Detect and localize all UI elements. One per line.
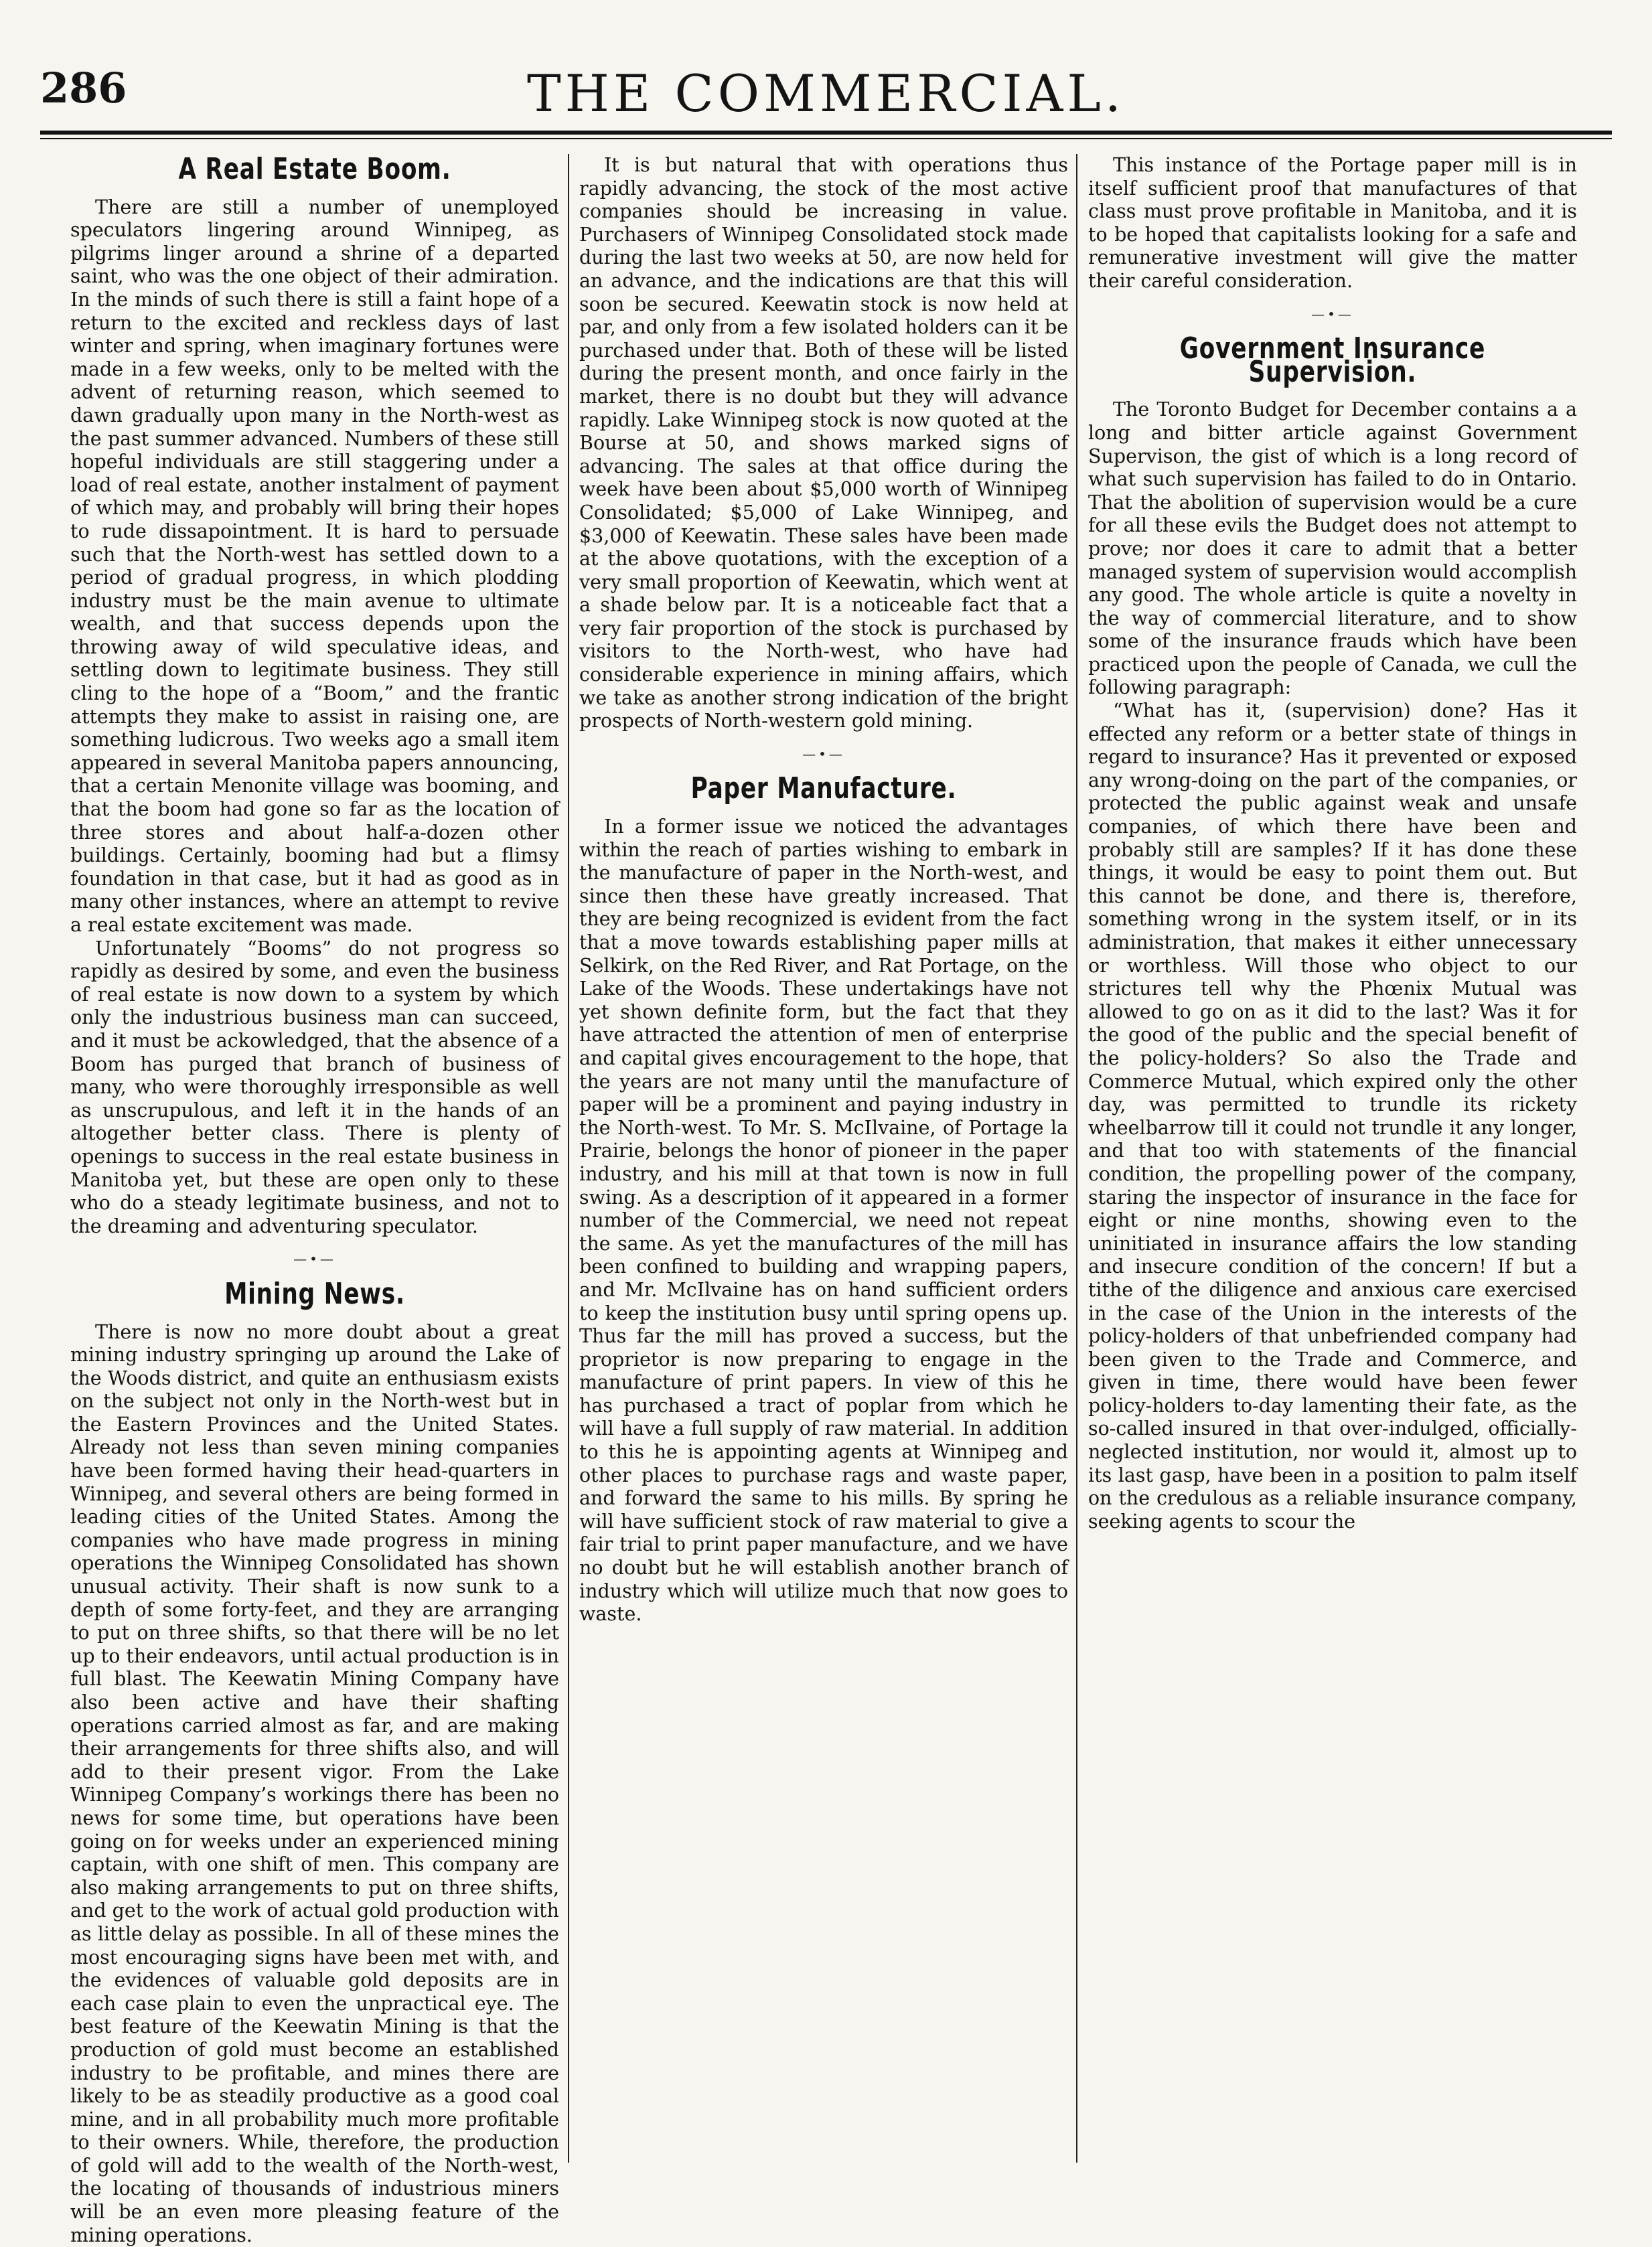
article-paragraph: It is but natural that with operations thus rapidly advancing, the stock of the most active companies should be increasing in value. Purchasers of Winnipeg Consolidated stock made during the last two weeks at 50, are now held for an advance, and the indications are that this will soon be secured. Keewatin stock is now held at par, and only from a few isolated holders can it be purchased under that. Both of these will be listed during the present month, and once fairly in the market, there is no doubt but they will advance rapidly. Lake Winnipeg stock is now quoted at the Bourse at 50, and shows marked signs of advancing. The sales at that office during the week have been about $5,000 worth of Winnipeg Consolidated; $5,000 of Lake Winnipeg, and $3,000 of Keewatin. These sales have been made at the above quotations, with the exception of a very small proportion of Keewatin, which went at a shade below par. It is a noticeable fact that a very fair proportion of the stock is purchased by visitors to the North-west, who have had considerable experience in mining affairs, which we take as another strong indication of the bright prospects of North-western gold mining. — [579, 154, 1068, 733]
column-2 — [579, 154, 1068, 2163]
column-1 — [70, 154, 559, 2163]
header-rule-thin — [40, 138, 1612, 139]
article-title-real-estate: A Real Estate Boom. — [124, 158, 505, 181]
section-ornament: —•— — [1088, 303, 1577, 326]
article-title-paper: Paper Manufacture. — [633, 777, 1014, 801]
article-paragraph: “What has it, (supervision) done? Has it effected any reform or a better state of things in regard to insurance? Has it prevented or exposed any wrong-doing on the part of the companies, or protected the public against weak and unsafe companies, of which there have been and probably still are samples? If it has done these things, it would be easy to point them out. But this cannot be done, and there is, therefore, something wrong in the system itself, or in its administration, that makes it either unnecessary or worthless. Will those who object to our strictures tell why the Phœnix Mutual was allowed to go on as it did to the last? Was it for the good of the public and the special benefit of the policy-holders? So also the Trade and Commerce Mutual, which expired only the other day, was permitted to trundle its rickety wheelbarrow till it could not trundle it any longer, and that too with statements of the financial condition, the propelling power of the company, staring the inspector of insurance in the face for eight or nine months, showing even to the uninitiated in insurance affairs the low standing and insecure condition of the concern! If but a tithe of the diligence and anxious care exercised in the case of the Union in the interests of the policy-holders of that unbefriended company had been given to the Trade and Commerce, and given in time, there would have been fewer policy-holders to-day lamenting their fate, as the so-called insured in that over-indulged, officially-neglected institution, nor would it, almost up to its last gasp, have been in a position to palm itself on the credulous as a reliable insurance company, seeking agents to scour the — [1088, 700, 1577, 1533]
section-ornament: —•— — [579, 743, 1068, 766]
article-paragraph: Unfortunately “Booms” do not progress so rapidly as desired by some, and even the business of real estate is now down to a system by which only the industrious business man can succeed, and it must be ackowledged, that the absence of a Boom has purged that branch of business of many, who were thoroughly irresponsible as well as unscrupulous, and left it in the hands of an altogether better class. There is plenty of openings to success in the real estate business in Manitoba yet, but these are open only to these who do a steady legitimate business, and not to the dreaming and adventuring speculator. — [70, 937, 559, 1239]
article-title-insurance: Government Insurance Supervision. — [1142, 337, 1523, 384]
article-paragraph: The Toronto Budget for December contains a a long and bitter article against Government Supervison, the gist of which is a long record of what such supervision has failed to do in Ontario. That the abolition of supervision would be a cure for all these evils the Budget does not attempt to prove; nor does it care to admit that a better managed system of supervision would accomplish any good. The whole article is quite a novelty in the way of commercial literature, and to show some of the insurance frauds which have been practiced upon the people of Canada, we cull the following paragraph: — [1088, 398, 1577, 700]
article-title-mining: Mining News. — [124, 1283, 505, 1306]
column-3 — [1088, 154, 1577, 2163]
article-paragraph: There is now no more doubt about a great mining industry springing up around the Lake of the Woods district, and quite an enthusiasm exists on the subject not only in the North-west but in the Eastern Provinces and the United States. Already not less than seven mining companies have been formed having their head-quarters in Winnipeg, and several others are being formed in leading cities of the United States. Among the companies who have made progress in mining operations the Winnipeg Consolidated has shown unusual activity. Their shaft is now sunk to a depth of some forty-feet, and they are arranging to put on three shifts, so that there will be no let up to their endeavors, until actual production is in full blast. The Keewatin Mining Company have also been active and have their shafting operations carried almost as far, and are making their arrangements for three shifts also, and will add to their present vigor. From the Lake Winnipeg Company’s workings there has been no news for some time, but operations have been going on for weeks under an experienced mining captain, with one shift of men. This company are also making arrangements to put on three shifts, and get to the work of actual gold production with as little delay as possible. In all of these mines the most encouraging signs have been met with, and the evidences of valuable gold deposits are in each case plain to even the unpractical eye. The best feature of the Keewatin Mining is that the production of gold must become an established industry to be profitable, and mines there are likely to be as steadily productive as a good coal mine, and in all probability much more profitable to their owners. While, therefore, the production of gold will add to the wealth of the North-west, the locating of thousands of industrious miners will be an even more pleasing feature of the mining operations. — [70, 1321, 559, 2247]
column-divider — [568, 154, 569, 2163]
column-divider — [1076, 154, 1077, 2163]
section-ornament: —•— — [70, 1247, 559, 1271]
article-paragraph: In a former issue we noticed the advantages within the reach of parties wishing to embark in the manufacture of paper in the North-west, and since then these have greatly increased. That they are being recognized is evident from the fact that a move towards establishing paper mills at Selkirk, on the Red River, and Rat Portage, on the Lake of the Woods. These undertakings have not yet shown definite form, but the fact that they have attracted the attention of men of enterprise and capital gives encouragement to the hope, that the years are not many until the manufacture of paper will be a prominent and paying industry in the North-west. To Mr. S. McIlvaine, of Portage la Prairie, belongs the honor of pioneer in the paper industry, and his mill at that town is now in full swing. As a description of it appeared in a former number of the Commercial, we need not repeat the same. As yet the manufactures of the mill has been confined to building and wrapping papers, and Mr. McIlvaine has on hand sufficient orders to keep the institution busy until spring opens up. Thus far the mill has proved a success, but the proprietor is now preparing to engage in the manufacture of print papers. In view of this he has purchased a tract of poplar from which he will have a full supply of raw material. In addition to this he is appointing agents at Winnipeg and other places to purchase rags and waste paper, and forward the same to his mills. By spring he will have sufficient stock of raw material to give a fair trial to print paper manufacture, and we have no doubt but he will establish another branch of industry which will utilize much that now goes to waste. — [579, 816, 1068, 1626]
page-header — [40, 64, 1612, 124]
masthead-title: THE COMMERCIAL. — [40, 64, 1612, 123]
article-paragraph: There are still a number of unemployed speculators lingering around Winnipeg, as pilgrims linger around a shrine of a departed saint, who was the one object of their admiration. In the minds of such there is still a faint hope of a return to the excited and reckless days of last winter and spring, when imaginary fortunes were made in a few weeks, only to be melted with the advent of returning reason, which seemed to dawn gradually upon many in the North-west as the past summer advanced. Numbers of these still hopeful individuals are still staggering under a load of real estate, another instalment of payment of which may, and probably will bring their hopes to rude dissapointment. It is hard to persuade such that the North-west has settled down to a period of gradual progress, in which plodding industry must be the main avenue to ultimate wealth, and that success depends upon the throwing away of wild speculative ideas, and settling down to legitimate business. They still cling to the hope of a “Boom,” and the frantic attempts they make to assist in raising one, are something ludicrous. Two weeks ago a small item appeared in several Manitoba papers announcing, that a certain Menonite village was booming, and that the boom had gone so far as the location of three stores and about half-a-dozen other buildings. Certainly, booming had but a flimsy foundation in that case, but it had as good as in many other instances, where an attempt to revive a real estate excitement was made. — [70, 196, 559, 937]
page-number: 286 — [40, 64, 127, 112]
article-paragraph: This instance of the Portage paper mill is in itself sufficient proof that manufactures of that class must prove profitable in Manitoba, and it is to be hoped that capitalists looking for a safe and remunerative investment will give the matter their careful consideration. — [1088, 154, 1577, 293]
header-rule-thick — [40, 131, 1612, 135]
